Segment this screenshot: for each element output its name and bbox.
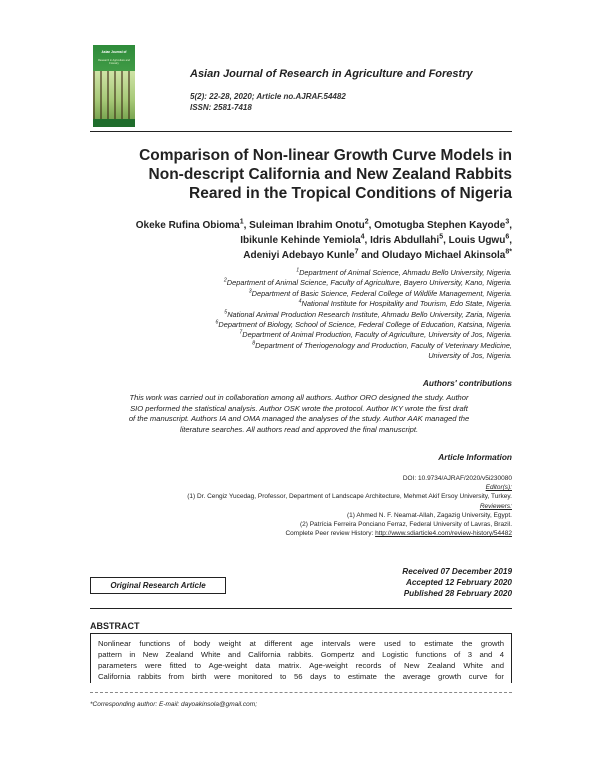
author-affil-num: 8* xyxy=(505,248,512,256)
author-affil-num: 6 xyxy=(505,233,510,241)
title-line: Reared in the Tropical Conditions of Nigeria xyxy=(189,185,512,202)
affiliation: $^2$Department of Animal Science, Faculty of Agriculture, Bayero University, Kano, Nigeria. xyxy=(223,277,512,288)
author-name: Ibikunle Kehinde Yemiola xyxy=(240,235,361,246)
author-affil-num: 2 xyxy=(364,218,369,226)
cover-subtitle: Research in Agriculture and Forestry xyxy=(98,59,130,65)
review-history-link[interactable]: http://www.sdiarticle4.com/review-history/54482 xyxy=(375,530,512,538)
author-line xyxy=(80,233,512,248)
affiliation: $^1$Department of Animal Science, Ahmadu Bello University, Nigeria. xyxy=(296,267,512,277)
editor: (1) Dr. Cengiz Yucedag, Professor, Department of Landscape Architecture, Mehmet Akif Ersoy University, Turkey. xyxy=(187,493,512,501)
header-divider xyxy=(90,131,512,132)
journal-name: Asian Journal of Research in Agriculture and Forestry xyxy=(190,68,473,80)
paper-title xyxy=(80,146,512,203)
cover-footer-bar xyxy=(93,119,135,127)
affiliation: University of Jos, Nigeria. xyxy=(428,351,512,361)
author-name: Okeke Rufina Obioma xyxy=(135,220,240,231)
article-type-box: Original Research Article xyxy=(90,577,226,594)
reviewer: (2) Patrícia Ferreira Ponciano Ferraz, Federal University of Lavras, Brazil. xyxy=(299,521,512,529)
contribution-line: SIO performed the statistical analysis. Author OSK wrote the protocol. Author IKY wrote the first draft xyxy=(130,403,468,413)
affiliation: $^6$Department of Biology, School of Science, Federal College of Education, Katsina, Nigeria. xyxy=(215,319,512,330)
author-affil-num: 3 xyxy=(505,218,510,226)
author-name: and Oludayo Michael Akinsola xyxy=(358,250,506,261)
editors-label: Editor(s): xyxy=(485,484,512,492)
contribution-line: literature searches. All authors read and approved the final manuscript. xyxy=(179,424,419,434)
published-date: Published 28 February 2020 xyxy=(403,589,512,598)
title-line: Comparison of Non-linear Growth Curve Models in xyxy=(139,147,512,164)
cover-title: Asian Journal of xyxy=(101,50,127,54)
title-line: Non-descript California and New Zealand Rabbits xyxy=(148,166,512,183)
review-history xyxy=(90,529,512,538)
cover-forest-illustration xyxy=(93,71,135,119)
article-dates xyxy=(330,566,512,599)
abstract-heading: ABSTRACT xyxy=(90,621,140,631)
author-separator: , xyxy=(509,220,512,231)
volume-info: 5(2): 22-28, 2020; Article no.AJRAF.54482 xyxy=(190,92,346,101)
reviewer: (1) Ahmed N. F. Neamat-Allah, Zagazig University, Egypt. xyxy=(347,511,512,519)
author-name: , Louis Ugwu xyxy=(443,235,506,246)
author-list xyxy=(80,218,512,263)
review-history-label: Complete Peer review History: xyxy=(285,530,376,538)
section-divider xyxy=(90,608,512,609)
abstract-text xyxy=(98,638,504,682)
affiliation: $^8$Department of Theriogenology and Production, Faculty of Veterinary Medicine, xyxy=(252,340,512,350)
author-affil-num: 1 xyxy=(239,218,244,226)
author-name: Adeniyi Adebayo Kunle xyxy=(243,250,355,261)
author-line xyxy=(80,218,512,233)
author-affil-num: 7 xyxy=(354,248,359,256)
contributions-heading: Authors' contributions xyxy=(422,378,512,388)
contribution-line: This work was carried out in collaboration among all authors. Author ORO designed the study. Author xyxy=(129,393,469,402)
article-info-heading: Article Information xyxy=(438,452,512,462)
author-line xyxy=(80,248,512,263)
contributions-text xyxy=(86,393,512,435)
author-name: , Omotugba Stephen Kayode xyxy=(368,220,506,231)
article-info xyxy=(90,474,512,538)
abstract-line: Nonlinear functions of body weight at different age intervals were used to estimate the growth xyxy=(98,639,504,648)
abstract-box xyxy=(90,633,512,683)
author-separator: , xyxy=(509,235,512,246)
author-name: , Idris Abdullahi xyxy=(364,235,440,246)
accepted-date: Accepted 12 February 2020 xyxy=(405,578,512,587)
author-affil-num: 5 xyxy=(439,233,444,241)
issn: ISSN: 2581-7418 xyxy=(190,103,252,112)
abstract-line: California rabbits from birth were monitored to 56 days to estimate the average growth curve for xyxy=(98,672,504,681)
affiliation: $^4$National Institute for Hospitality and Tourism, Edo State, Nigeria. xyxy=(298,298,512,309)
abstract-line: pattern in New Zealand White and California rabbits. Gompertz and Logistic functions of 3 and 4 xyxy=(98,650,504,659)
received-date: Received 07 December 2019 xyxy=(402,567,512,576)
author-affil-num: 4 xyxy=(360,233,365,241)
abstract-line: parameters were fitted to Age-weight data matrix. Age-weight records of New Zealand White and xyxy=(98,661,504,670)
author-name: , Suleiman Ibrahim Onotu xyxy=(243,220,365,231)
affiliations xyxy=(90,268,512,362)
corresponding-author-footnote: *Corresponding author: E-mail: dayoakinsola@gmail.com; xyxy=(90,701,258,708)
journal-cover-image xyxy=(93,45,135,127)
reviewers-label: Reviewers: xyxy=(479,502,512,510)
affiliation: $^7$Department of Animal Production, Faculty of Agriculture, University of Jos, Nigeria. xyxy=(239,329,512,340)
affiliation: $^3$Department of Basic Science, Federal College of Wildlife Management, Nigeria. xyxy=(248,288,512,298)
affiliation: $^5$National Animal Production Research Institute, Ahmadu Bello University, Zaria, Nigeria. xyxy=(224,309,512,319)
footnote-rule xyxy=(90,692,512,693)
contribution-line: of the manuscript. Authors IA and OMA managed the analyses of the study. Author AAK managed the xyxy=(128,414,470,424)
doi: DOI: 10.9734/AJRAF/2020/v5i230080 xyxy=(402,475,512,482)
